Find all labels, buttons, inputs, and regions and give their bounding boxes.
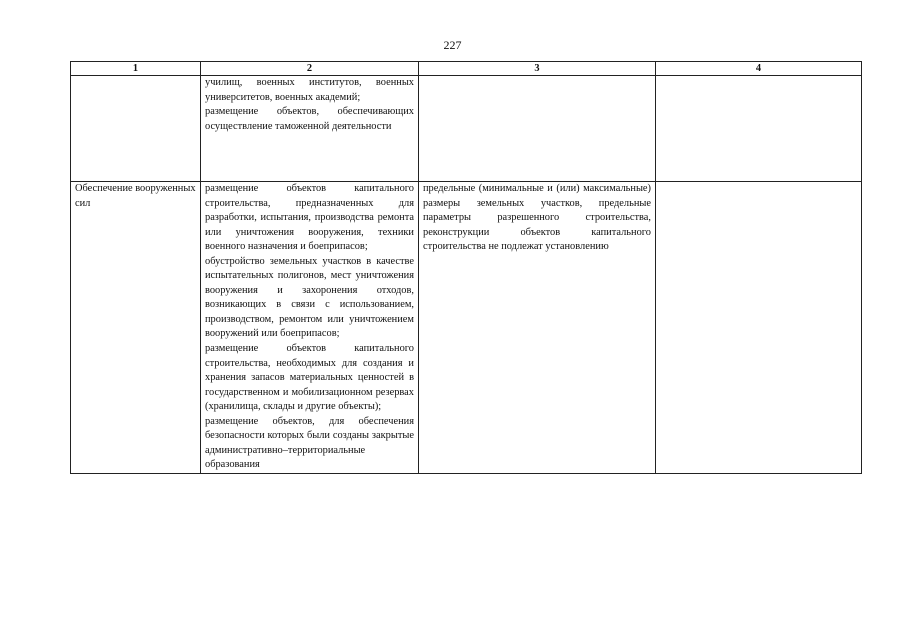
column-header-3: 3 [419,62,656,76]
column-header-1: 1 [71,62,201,76]
row2-col2-paragraph: размещение объектов капитального строительства, необходимых для создания и хранения запасов материальных ценностей в государственном и мобилизационном резервах (хранилища, склады и другие объекты); [205,343,414,413]
row2-col2-paragraph: размещение объектов капитального строительства, предназначенных для разработки, испытания, производства ремонта или уничтожения вооружения, техники военного назначения и боеприпасов; [205,183,414,253]
column-header-4: 4 [656,62,862,76]
row1-col1-cell [71,76,201,182]
table-row [71,76,862,182]
table-header-row [71,62,862,76]
row1-col2-paragraph: училищ, военных институтов, военных университетов, военных академий; [205,77,414,103]
row1-col2-paragraph: размещение объектов, обеспечивающих осуществление таможенной деятельности [205,106,414,132]
row2-col3-paragraph: предельные (минимальные и (или) максимальные) размеры земельных участков, предельные параметры разрешенного строительства, реконструкции объектов капитального строительства не подлежат установлению [423,183,651,253]
row2-col2-paragraph: размещение объектов, для обеспечения безопасности которых были созданы закрытые административно–территориальные образования [205,415,414,471]
page-number: 227 [443,38,462,52]
row2-col2-cell [201,182,419,474]
row2-col2-paragraph: обустройство земельных участков в качестве испытательных полигонов, мест уничтожения вооружения и захоронения отходов, возникающих в связи с использованием, производством, ремонтом или уничтожением вооружений или боеприпасов; [205,255,414,340]
row2-col1-cell: Обеспечение вооруженных сил [71,182,201,474]
column-header-2: 2 [201,62,419,76]
row1-col4-cell [656,76,862,182]
row2-col4-cell [656,182,862,474]
row2-col3-cell [419,182,656,474]
row1-col2-cell [201,76,419,182]
document-table [70,61,862,474]
row1-col3-cell [419,76,656,182]
table-row [71,182,862,474]
